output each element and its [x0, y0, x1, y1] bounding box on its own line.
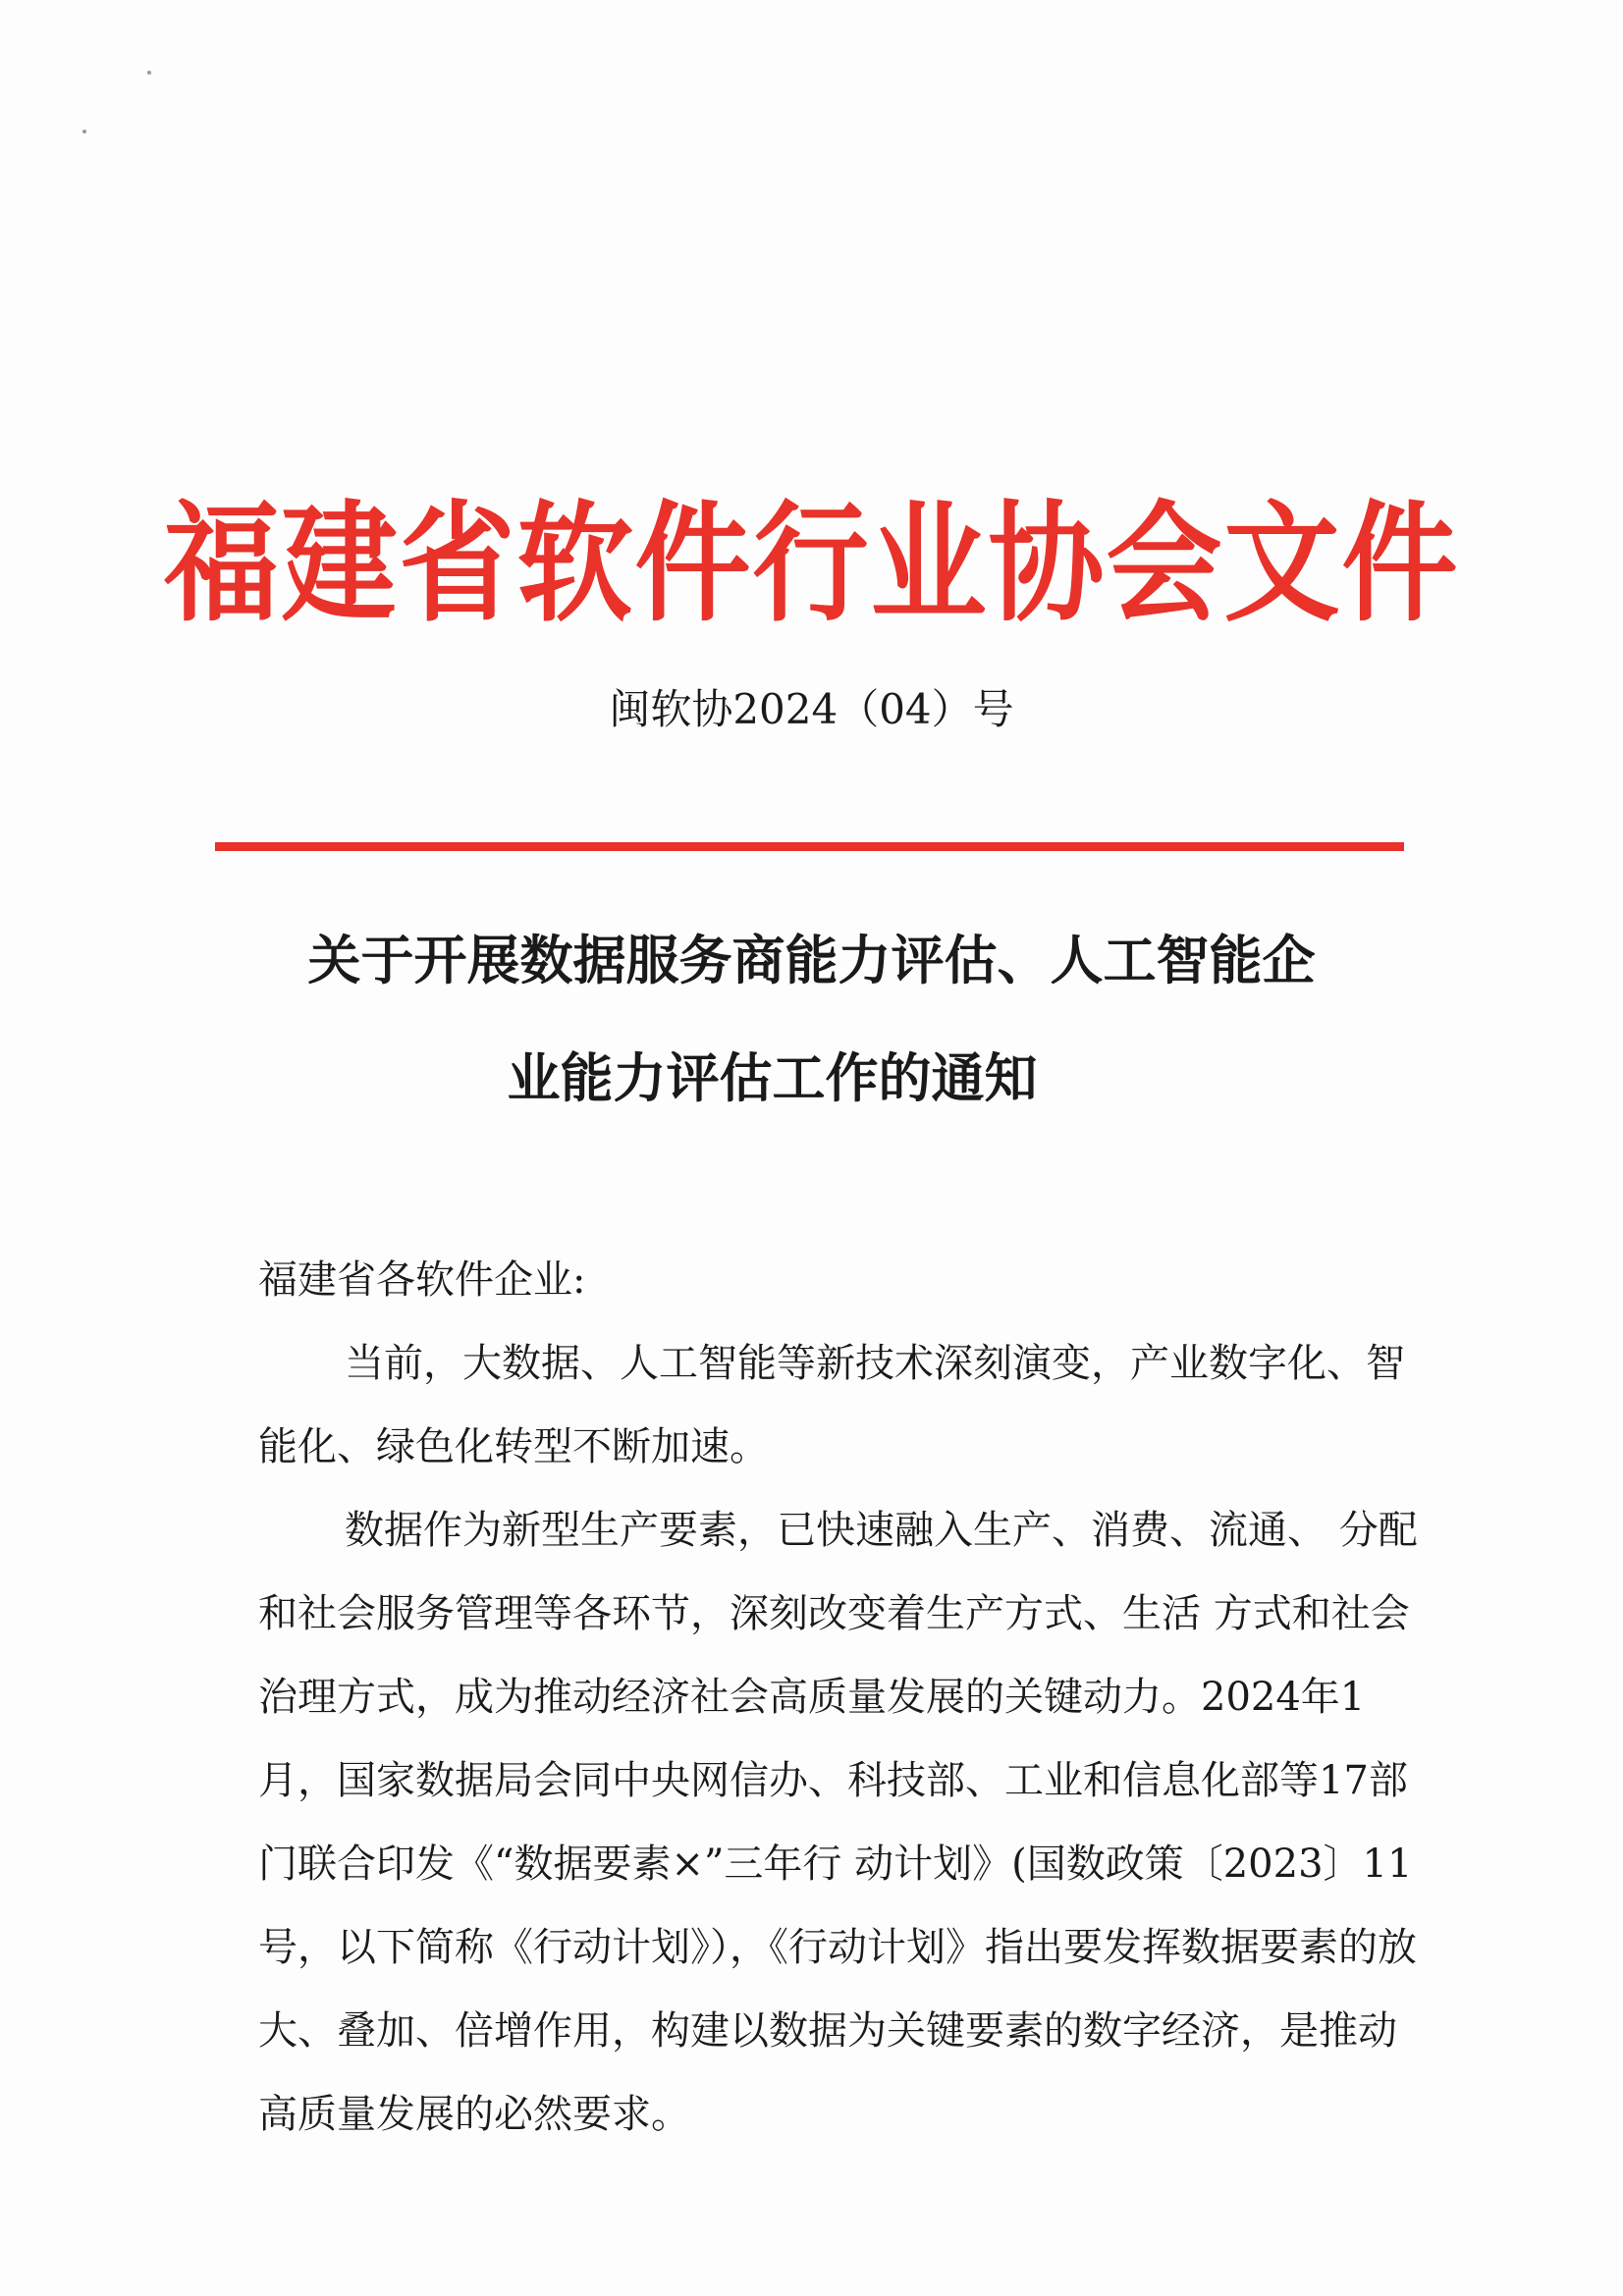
body-paragraph-2: 数据作为新型生产要素，已快速融入生产、消费、流通、 分配和社会服务管理等各环节，深刻改变着生产方式、生活 方式和社会治理方式，成为推动经济社会高质量发展的关键动力。2024年1月，国家数据局会同中央网信办、科技部、工业和信息化部等17部门联合印发《“数据要素×”三年行 动计划》(国数政策〔2023〕11号，以下简称《行动计划》），《行动计划》指出要发挥数据要素的放大、叠加、倍增作用，构建以数据为关键要素的数字经济，是推动高质量发展的必然要求。: [258, 1508, 1418, 2137]
document-body: [258, 1239, 1427, 2157]
organization-title: 福建省软件行业协会文件: [163, 486, 1460, 640]
red-header-rule: [215, 842, 1404, 851]
scan-speck: [147, 71, 151, 75]
subject-line-1: 关于开展数据服务商能力评估、人工智能企: [307, 929, 1316, 991]
subject-line-2: 业能力评估工作的通知: [507, 1046, 1038, 1109]
document-number: 闽软协2024（04）号: [609, 685, 1014, 733]
document-subject: [0, 901, 1623, 1137]
body-paragraph-1: 当前，大数据、人工智能等新技术深刻演变，产业数字化、智能化、绿色化转型不断加速。: [258, 1341, 1405, 1469]
scan-speck: [82, 130, 86, 133]
salutation: 福建省各软件企业:: [258, 1257, 586, 1303]
